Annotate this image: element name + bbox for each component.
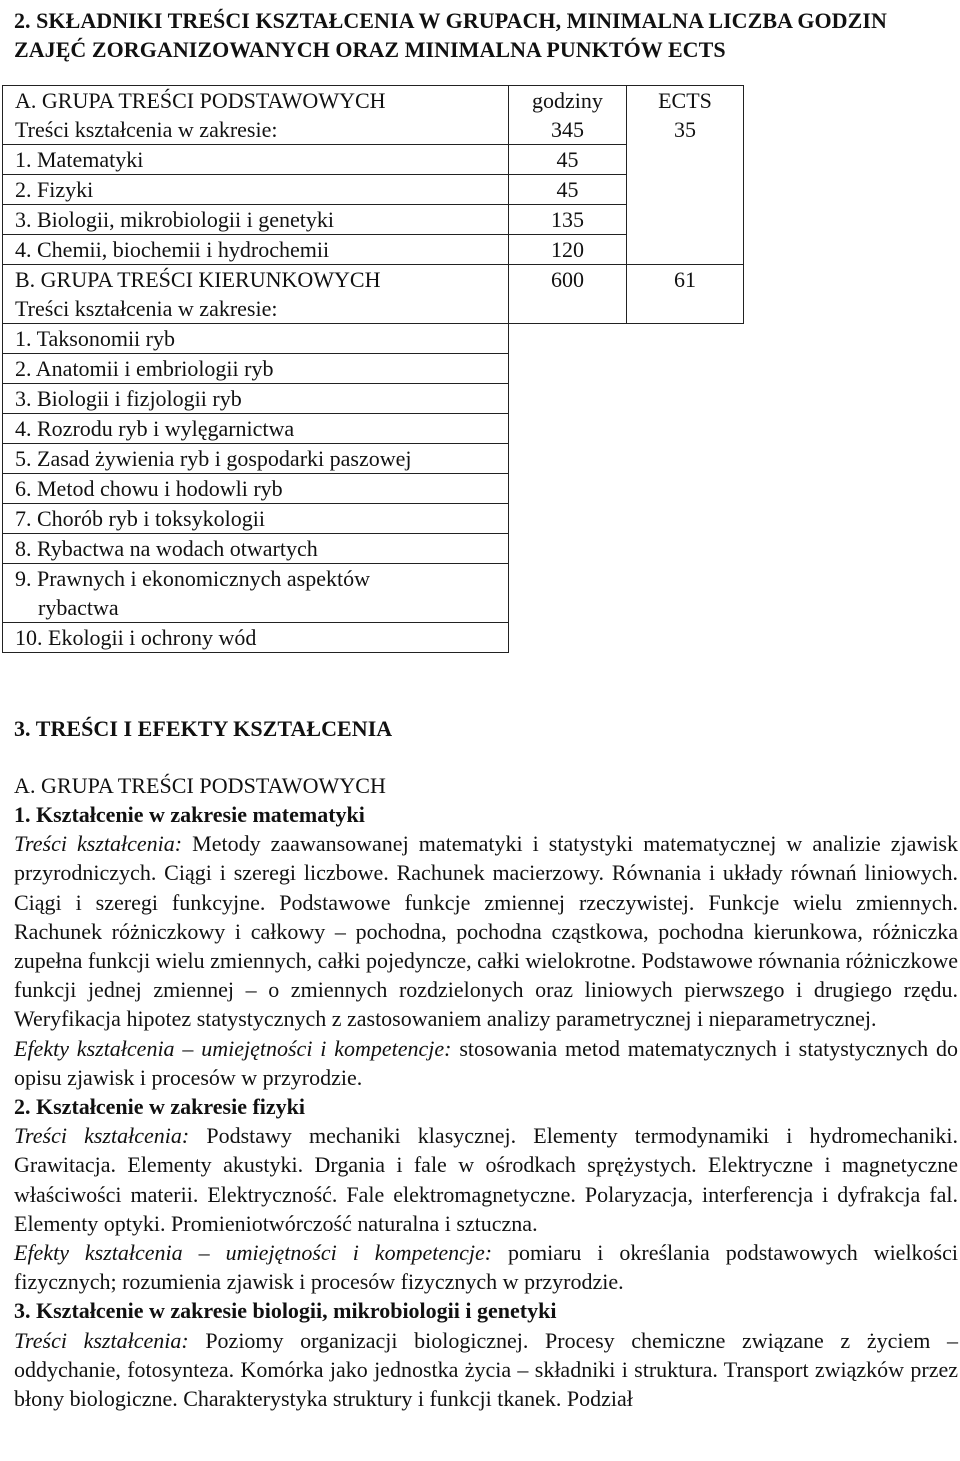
section-2-heading: 2. SKŁADNIKI TREŚCI KSZTAŁCENIA W GRUPACH, MINIMALNA LICZBA GODZIN ZAJĘĆ ZORGANIZOWANYCH ORAZ MINIMALNA PUNKTÓW ECTS [14, 8, 887, 62]
effects-paragraph [14, 1238, 958, 1296]
effects-paragraph [14, 1034, 958, 1092]
group-b-item: 10. Ekologii i ochrony wód [3, 623, 509, 653]
table-row [3, 444, 744, 474]
group-a-header-cell [3, 86, 509, 145]
content-paragraph [14, 829, 958, 1033]
group-b-item-continuation: rybactwa [38, 595, 119, 620]
group-b-item: 5. Zasad żywienia ryb i gospodarki paszowej [3, 444, 509, 474]
table-row [3, 474, 744, 504]
group-a-item-hours: 135 [509, 205, 627, 235]
ects-header: ECTS [658, 88, 712, 113]
content-text: Podstawy mechaniki klasycznej. Elementy termodynamiki i hydromechaniki. Grawitacja. Elementy akustyki. Drgania i fale w ośrodkach sprężystych. Elektryczne i magnetyczne właściwości materii. Elektryczność. Fale elektromagnetyczne. Polaryzacja, interferencja i dyfrakcja fal. Elementy optyki. Promieniotwórczość naturalna i sztuczna. [14, 1123, 959, 1236]
table-row [3, 414, 744, 444]
group-b-header-cell [3, 265, 509, 324]
group-a-heading: A. GRUPA TREŚCI PODSTAWOWYCH [14, 773, 386, 798]
group-b-item: 1. Taksonomii ryb [3, 324, 509, 354]
group-b-item: 3. Biologii i fizjologii ryb [3, 384, 509, 414]
table-row [3, 384, 744, 414]
table-row [3, 354, 744, 384]
group-b-ects: 61 [627, 265, 744, 324]
group-b-item-multiline [3, 564, 509, 623]
effects-text: pomiaru i określania podstawowych wielkości fizycznych; rozumienia zjawisk i procesów fizycznych w przyrodzie. [14, 1240, 958, 1295]
group-a-ects-cell [627, 86, 744, 265]
group-b-subtitle: Treści kształcenia w zakresie: [15, 296, 278, 321]
subsection-heading: 2. Kształcenie w zakresie fizyki [14, 1094, 306, 1120]
group-a-item-hours: 45 [509, 145, 627, 175]
group-a-hours-cell [509, 86, 627, 145]
group-a-title: A. GRUPA TREŚCI PODSTAWOWYCH [15, 88, 386, 113]
group-b-item: 4. Rozrodu ryb i wylęgarnictwa [3, 414, 509, 444]
content-paragraph [14, 1326, 958, 1414]
table-row [3, 504, 744, 534]
section-3-content [14, 800, 958, 1413]
group-b-title: B. GRUPA TREŚCI KIERUNKOWYCH [15, 267, 381, 292]
group-b-item: 7. Chorób ryb i toksykologii [3, 504, 509, 534]
table-row [3, 324, 744, 354]
content-paragraph [14, 1121, 958, 1238]
curriculum-table [2, 85, 744, 653]
group-a-item-label: 1. Matematyki [3, 145, 509, 175]
effects-label: Efekty kształcenia – umiejętności i kompetencje: [14, 1240, 493, 1266]
subsection-heading: 1. Kształcenie w zakresie matematyki [14, 802, 365, 827]
table-row [3, 265, 744, 324]
group-a-item-label: 2. Fizyki [3, 175, 509, 205]
content-label: Treści kształcenia: [14, 1123, 190, 1149]
subsection-heading: 3. Kształcenie w zakresie biologii, mikrobiologii i genetyki [14, 1298, 557, 1324]
group-a-subtitle: Treści kształcenia w zakresie: [15, 117, 278, 142]
content-text: Poziomy organizacji biologicznej. Procesy chemiczne związane z życiem – oddychanie, fotosynteza. Komórka jako jednostka życia – składniki i struktura. Transport związków przez błony biologiczne. Charakterystyka struktury i funkcji tkanek. Podział [14, 1327, 958, 1412]
group-a-item-hours: 45 [509, 175, 627, 205]
group-b-item: 8. Rybactwa na wodach otwartych [3, 534, 509, 564]
table-row [3, 534, 744, 564]
group-a-ects: 35 [674, 117, 696, 142]
content-label: Treści kształcenia: [14, 831, 183, 857]
table-row [3, 86, 744, 145]
table-row [3, 564, 744, 623]
group-a-item-hours: 120 [509, 235, 627, 265]
group-b-hours: 600 [509, 265, 627, 324]
section-3-heading: 3. TREŚCI I EFEKTY KSZTAŁCENIA [14, 716, 393, 741]
group-a-hours: 345 [551, 117, 584, 142]
effects-text: stosowania metod matematycznych i statystycznych do opisu zjawisk i procesów w przyrodzie. [14, 1035, 959, 1090]
content-label: Treści kształcenia: [14, 1327, 189, 1353]
table-row [3, 623, 744, 653]
group-b-item: 2. Anatomii i embriologii ryb [3, 354, 509, 384]
content-text: Metody zaawansowanej matematyki i statystyki matematycznej w analizie zjawisk przyrodniczych. Ciągi i szeregi liczbowe. Rachunek macierzowy. Równania i układy równań liniowych. Ciągi i szeregi funkcyjne. Podstawowe funkcje zmiennej rzeczywistej. Funkcje wielu zmiennych. Rachunek różniczkowy i całkowy – pochodna, pochodna cząstkowa, pochodna kierunkowa, różniczka zupełna funkcji wielu zmiennych, całki pojedyncze, całki wielokrotne. Podstawowe równania różniczkowe funkcji jednej zmiennej – o zmiennych rozdzielonych oraz liniowych pierwszego i drugiego rzędu. Weryfikacja hipotez statystycznych z zastosowaniem analizy parametrycznej i nieparametrycznej. [14, 831, 958, 1032]
group-b-item: 9. Prawnych i ekonomicznych aspektów [15, 566, 370, 591]
group-b-item: 6. Metod chowu i hodowli ryb [3, 474, 509, 504]
group-a-item-label: 3. Biologii, mikrobiologii i genetyki [3, 205, 509, 235]
effects-label: Efekty kształcenia – umiejętności i kompetencje: [14, 1035, 452, 1061]
group-a-item-label: 4. Chemii, biochemii i hydrochemii [3, 235, 509, 265]
hours-header: godziny [532, 88, 603, 113]
